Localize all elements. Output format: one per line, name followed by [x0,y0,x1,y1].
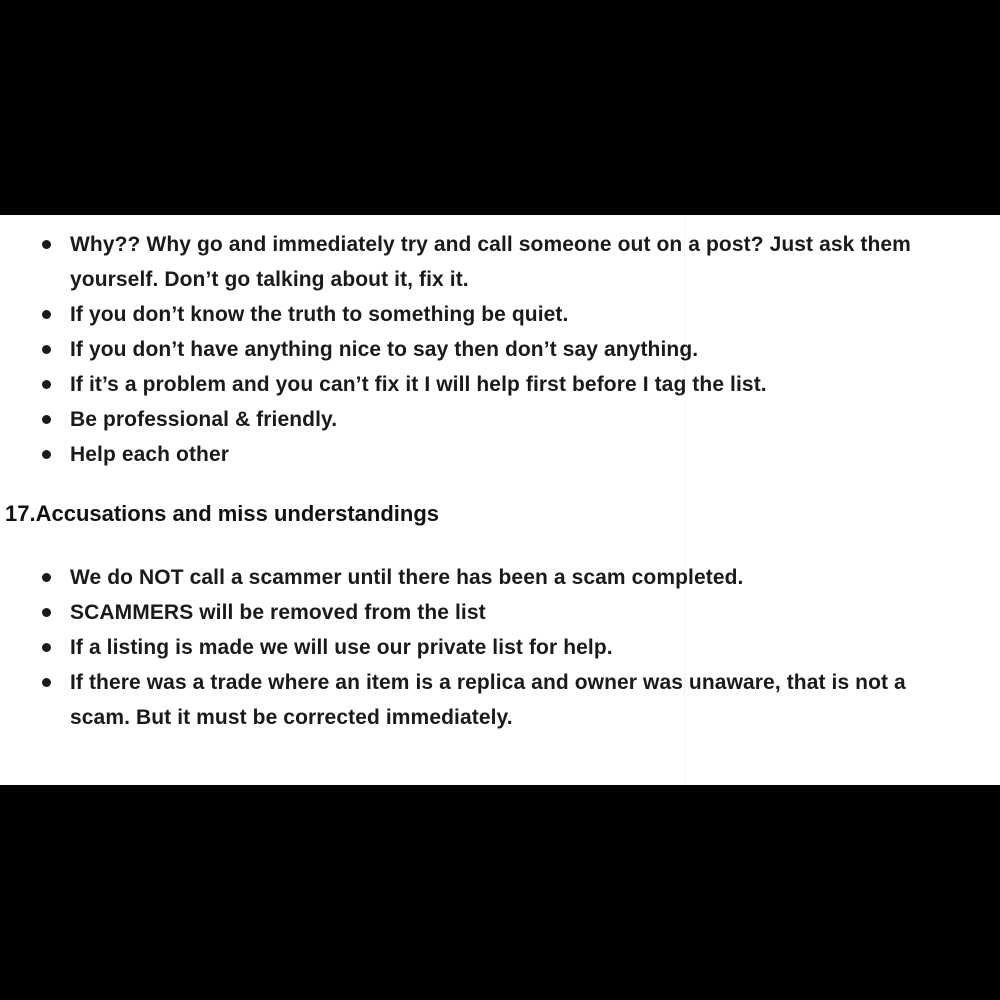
list-item [0,297,1000,332]
list-item [0,227,1000,297]
list-item-text: If you don’t know the truth to something be quiet. [70,303,569,326]
list-item-text: If there was a trade where an item is a replica and owner was unaware, that is not a [70,671,906,694]
list-item-text: If you don’t have anything nice to say then don’t say anything. [70,338,699,361]
list-item [0,630,1000,665]
list-item-text: If a listing is made we will use our private list for help. [70,636,613,659]
list-item-text: Why?? Why go and immediately try and call someone out on a post? Just ask them [70,233,911,256]
list-item [0,560,1000,595]
bullet-icon [42,678,51,687]
bullet-icon [42,643,51,652]
list-item-text: Help each other [70,443,230,466]
list-item-text: scam. But it must be corrected immediately. [70,706,513,729]
bullet-icon [42,310,51,319]
bullet-icon [42,573,51,582]
list-item-text: yourself. Don’t go talking about it, fix it. [70,268,469,291]
bullet-icon [42,450,51,459]
bullet-icon [42,380,51,389]
list-item-text: If it’s a problem and you can’t fix it I will help first before I tag the list. [70,373,767,396]
bullet-icon [42,345,51,354]
accusations-list [0,560,1000,735]
bullet-icon [42,608,51,617]
bullet-icon [42,240,51,249]
section-heading: 17.Accusations and miss understandings [5,501,440,526]
list-item [0,665,1000,735]
rules-list [0,227,1000,472]
list-item-text: We do NOT call a scammer until there has been a scam completed. [70,566,744,589]
bullet-icon [42,415,51,424]
list-item-text: SCAMMERS will be removed from the list [70,601,486,624]
list-item [0,437,1000,472]
list-item [0,402,1000,437]
list-item [0,595,1000,630]
list-item [0,367,1000,402]
document-panel [0,215,1000,785]
list-item-text: Be professional & friendly. [70,408,338,431]
list-item [0,332,1000,367]
